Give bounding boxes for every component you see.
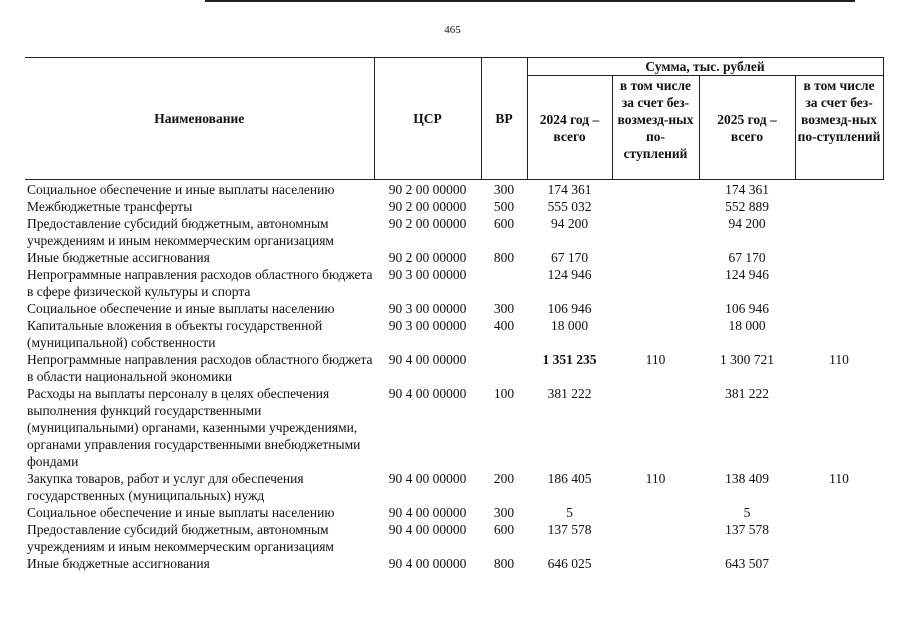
cell-csr: 90 4 00 00000 (388, 505, 467, 520)
cell-csr: 90 2 00 00000 (388, 199, 467, 214)
cell-csr: 90 4 00 00000 (388, 352, 467, 367)
cell-2024-free (612, 266, 699, 300)
cell-2024-total: 174 361 (547, 182, 592, 197)
cell-2024-total: 18 000 (550, 318, 589, 333)
cell-2025-free (795, 385, 883, 470)
cell-2024-total: 5 (566, 505, 573, 520)
header-vr: ВР (481, 58, 527, 180)
cell-vr: 800 (493, 556, 515, 571)
cell-2025-total: 552 889 (725, 199, 769, 214)
table-row (25, 351, 883, 385)
table-header (25, 58, 883, 180)
cell-2025-free (795, 266, 883, 300)
cell-vr: 500 (493, 199, 515, 214)
cell-2024-total: 1 351 235 (542, 352, 597, 367)
cell-2024-free (612, 521, 699, 555)
table-row (25, 470, 883, 504)
cell-vr: 800 (493, 250, 515, 265)
cell-2025-total: 1 300 721 (720, 352, 774, 367)
cell-vr: 300 (493, 301, 515, 316)
cell-vr: 100 (493, 386, 515, 401)
cell-name: Социальное обеспечение и иные выплаты населению (27, 301, 335, 316)
cell-csr: 90 3 00 00000 (388, 318, 467, 333)
cell-2024-total: 555 032 (547, 199, 592, 214)
cell-name: Межбюджетные трансферты (27, 199, 193, 214)
cell-vr: 200 (493, 471, 515, 486)
cell-2024-free: 110 (645, 471, 666, 486)
header-sum-group: Сумма, тыс. рублей (527, 58, 883, 76)
table-row (25, 521, 883, 555)
cell-2025-free (795, 249, 883, 266)
cell-csr: 90 4 00 00000 (388, 522, 467, 537)
cell-2024-free (612, 180, 699, 199)
cell-csr: 90 4 00 00000 (388, 556, 467, 571)
cell-2025-total: 18 000 (728, 318, 766, 333)
cell-2025-free (795, 300, 883, 317)
cell-2024-total: 137 578 (547, 522, 592, 537)
table-row (25, 249, 883, 266)
cell-2024-free (612, 555, 699, 572)
table-row (25, 300, 883, 317)
cell-csr: 90 4 00 00000 (388, 386, 467, 401)
cell-vr: 300 (493, 505, 515, 520)
cell-csr: 90 2 00 00000 (388, 250, 467, 265)
cell-vr: 400 (493, 318, 515, 333)
cell-name: Социальное обеспечение и иные выплаты населению (27, 182, 335, 197)
cell-2025-total: 5 (743, 505, 751, 520)
table-body (25, 180, 883, 573)
cell-name: Иные бюджетные ассигнования (27, 556, 210, 571)
cell-2024-total: 186 405 (547, 471, 592, 486)
header-2025-total: 2025 год – всего (699, 76, 795, 180)
header-2024-total: 2024 год – всего (527, 76, 612, 180)
cell-2025-free (795, 198, 883, 215)
cell-2024-total: 106 946 (547, 301, 592, 316)
header-2024-free: в том числе за счет без-возмезд-ных по-ступлений (612, 76, 699, 180)
cell-2024-total: 646 025 (547, 556, 592, 571)
cell-2025-free (795, 521, 883, 555)
cell-2025-free (795, 180, 883, 199)
cell-name: Предоставление субсидий бюджетным, автономным учреждениям и иным некоммерческим организациям (27, 216, 334, 248)
cell-name: Капитальные вложения в объекты государственной (муниципальной) собственности (27, 318, 323, 350)
cell-2024-free (612, 215, 699, 249)
cell-2024-total: 94 200 (550, 216, 589, 231)
cell-2024-total: 67 170 (550, 250, 589, 265)
cell-2024-total: 381 222 (547, 386, 592, 401)
cell-name: Предоставление субсидий бюджетным, автономным учреждениям и иным некоммерческим организациям (27, 522, 334, 554)
cell-vr: 300 (493, 182, 515, 197)
cell-name: Непрограммные направления расходов областного бюджета в сфере физической культуры и спорта (27, 267, 373, 299)
cell-csr: 90 2 00 00000 (388, 216, 467, 231)
cell-2024-free (612, 249, 699, 266)
header-2025-free: в том числе за счет без-возмезд-ных по-ступлений (795, 76, 883, 180)
table-row (25, 215, 883, 249)
cell-2025-free (795, 317, 883, 351)
cell-2024-free (612, 300, 699, 317)
cell-csr: 90 3 00 00000 (388, 267, 467, 282)
cell-csr: 90 4 00 00000 (388, 471, 467, 486)
cell-name: Расходы на выплаты персоналу в целях обеспечения выполнения функций государственными (муниципальными) органами, казенными учреждениями, органами управления государственными внебюджетными фондами (27, 386, 361, 469)
table-row (25, 317, 883, 351)
table-row (25, 504, 883, 521)
cell-vr: 600 (493, 522, 515, 537)
cell-2024-total: 124 946 (547, 267, 592, 282)
cell-2024-free: 110 (645, 352, 666, 367)
cell-2025-free (795, 215, 883, 249)
cell-2025-total: 124 946 (725, 267, 769, 282)
cell-vr: 600 (493, 216, 515, 231)
budget-table (25, 57, 884, 572)
cell-name: Закупка товаров, работ и услуг для обеспечения государственных (муниципальных) нужд (27, 471, 304, 503)
cell-2025-free (795, 555, 883, 572)
cell-2025-total: 381 222 (725, 386, 769, 401)
cell-vr (481, 351, 527, 385)
cell-2024-free (612, 317, 699, 351)
cell-2025-total: 643 507 (725, 556, 769, 571)
cell-2025-total: 106 946 (725, 301, 769, 316)
table-row (25, 198, 883, 215)
cell-2025-free: 110 (829, 471, 849, 486)
table-row (25, 266, 883, 300)
cell-csr: 90 2 00 00000 (388, 182, 467, 197)
table-row (25, 180, 883, 199)
cell-vr (481, 266, 527, 300)
header-csr: ЦСР (374, 58, 481, 180)
cell-2025-total: 67 170 (728, 250, 766, 265)
cell-2024-free (612, 385, 699, 470)
cell-2025-total: 137 578 (725, 522, 769, 537)
cell-name: Непрограммные направления расходов областного бюджета в области национальной экономики (27, 352, 373, 384)
cell-2024-free (612, 198, 699, 215)
table-row (25, 555, 883, 572)
cell-name: Социальное обеспечение и иные выплаты населению (27, 505, 335, 520)
header-name: Наименование (25, 58, 374, 180)
cell-csr: 90 3 00 00000 (388, 301, 467, 316)
top-rule (205, 0, 855, 2)
cell-2025-free (795, 504, 883, 521)
cell-2025-total: 94 200 (728, 216, 766, 231)
cell-name: Иные бюджетные ассигнования (27, 250, 210, 265)
cell-2024-free (612, 504, 699, 521)
cell-2025-total: 138 409 (725, 471, 769, 486)
cell-2025-total: 174 361 (725, 182, 769, 197)
table-row (25, 385, 883, 470)
page-number: 465 (444, 24, 461, 36)
cell-2025-free: 110 (829, 352, 849, 367)
